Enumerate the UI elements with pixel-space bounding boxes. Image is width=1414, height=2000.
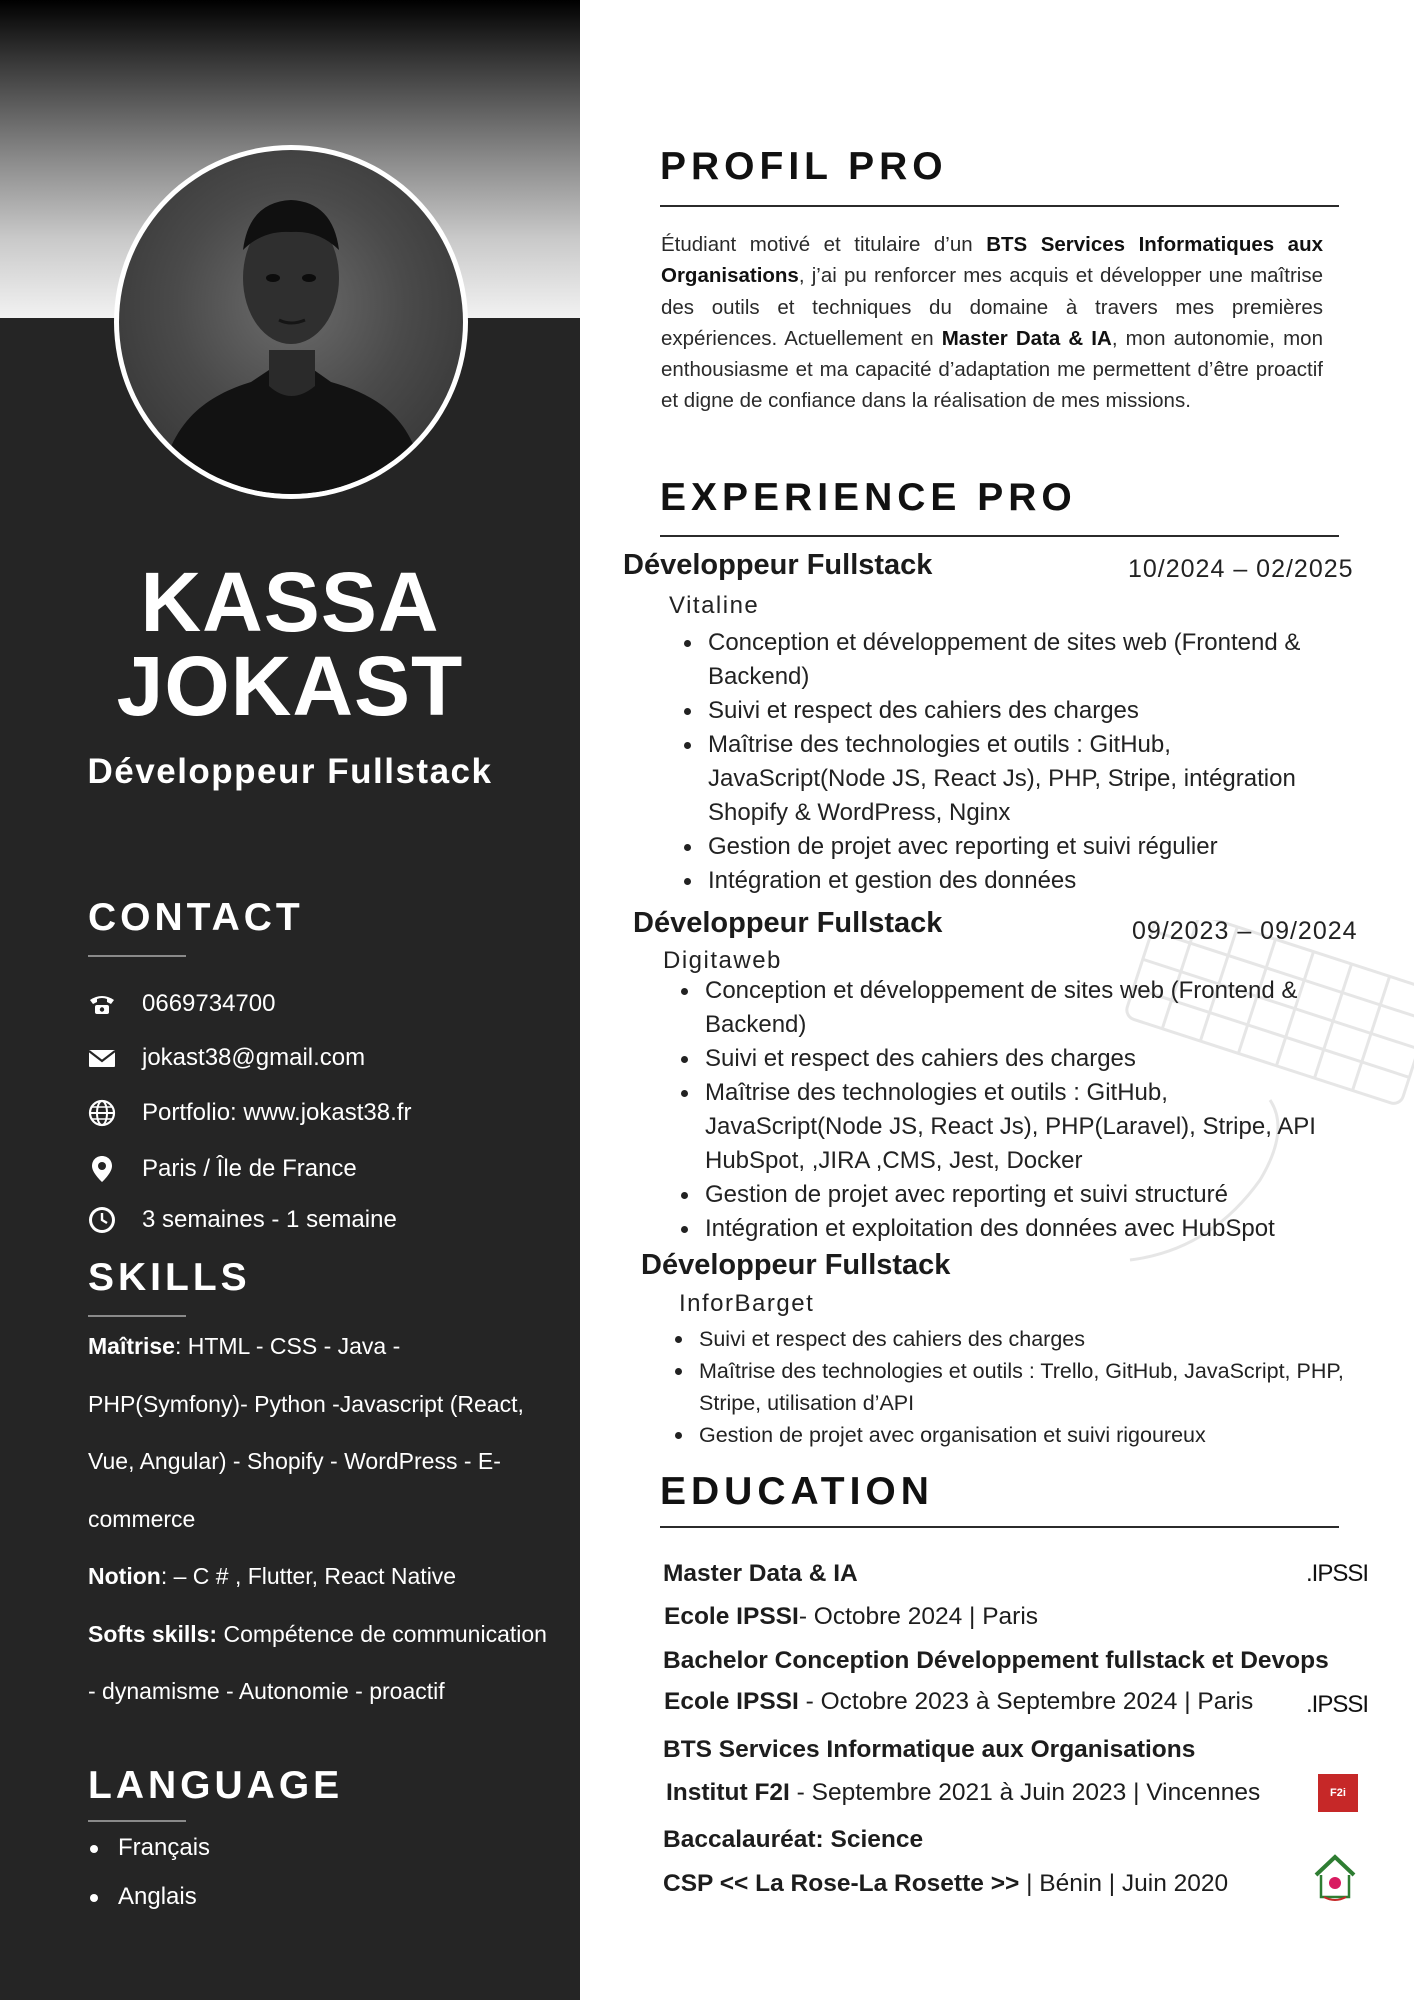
skills-notion-text: : – C # , Flutter, React Native [160,1563,457,1589]
location-text: Paris / Île de France [142,1155,357,1182]
contact-phone[interactable] [86,986,275,1022]
skills-soft-label: Softs skills: [88,1620,218,1647]
list-item: Suivi et respect des cahiers des charges [667,1323,1357,1355]
phone-number: 0669734700 [142,990,276,1017]
clock-icon [86,1204,118,1236]
language-item: Anglais [92,1883,197,1911]
education-degree: Baccalauréat: Science [663,1826,924,1853]
job-title: Développeur Fullstack [623,549,933,581]
language-divider [88,1820,186,1822]
ipssi-logo: .IPSSI [1306,1691,1369,1718]
job-title: Développeur Fullstack [641,1249,951,1281]
skills-mastery-label: Maîtrise [88,1333,175,1359]
language-heading: LANGUAGE [88,1764,344,1807]
sidebar [0,0,580,2000]
profile-summary: Étudiant motivé et titulaire d’un BTS Services Informatiques aux Organisations, j’ai pu renforcer mes acquis et développer une maîtrise des outils et techniques du domaine à travers mes premières expériences. Actuellement en Master Data & IA, mon autonomie, mon enthousiasme et ma capacité d’adaptation me permettent d’être proactif et digne de confiance dans la réalisation de mes missions. [661,233,1323,413]
location-pin-icon [86,1153,118,1185]
education-school: Institut F2I - Septembre 2021 à Juin 2023 | Vincennes [666,1779,1261,1806]
list-item: Conception et développement de sites web (Frontend & Backend) [676,626,1336,694]
skills-notion-label: Notion [88,1563,161,1589]
job-bullets [667,1323,1357,1451]
portfolio-link: Portfolio: www.jokast38.fr [142,1099,412,1126]
contact-heading: CONTACT [88,896,304,939]
experience-heading: EXPERIENCE PRO [660,476,1077,519]
job-dates: 10/2024 – 02/2025 [1128,555,1354,583]
education-school: Ecole IPSSI- Octobre 2024 | Paris [664,1603,1039,1630]
list-item: Suivi et respect des cahiers des charges [676,694,1336,728]
list-item: Maîtrise des technologies et outils : GitHub, JavaScript(Node JS, React Js), PHP, Stripe, intégration Shopify & WordPress, Nginx [676,728,1336,830]
globe-icon [86,1097,118,1129]
experience-divider [660,535,1339,537]
job-dates: 09/2023 – 09/2024 [1132,917,1358,945]
list-item: Maîtrise des technologies et outils : GitHub, JavaScript(Node JS, React Js), PHP(Laravel), Stripe, API HubSpot, ,JIRA ,CMS, Jest, Docker [673,1076,1333,1178]
education-degree: BTS Services Informatique aux Organisations [663,1736,1196,1763]
job-company: Vitaline [669,592,760,619]
skills-text [88,1318,548,1721]
education-degree: Master Data & IA [663,1560,858,1587]
contact-availability [86,1202,397,1238]
language-item: Français [92,1834,210,1862]
skills-soft-text: Compétence de communication - dynamisme - Autonomie - proactif [88,1620,547,1704]
skills-divider [88,1315,186,1317]
list-item: Gestion de projet avec reporting et suivi régulier [676,830,1336,864]
job-company: Digitaweb [663,947,782,974]
list-item: Intégration et gestion des données [676,864,1336,898]
email-address: jokast38@gmail.com [142,1044,366,1071]
job-company: InforBarget [679,1290,815,1317]
last-name: JOKAST [116,639,464,733]
profile-divider [660,205,1339,207]
job-title: Développeur Fullstack [633,907,943,939]
list-item: Gestion de projet avec organisation et suivi rigoureux [667,1419,1357,1451]
job-bullets [673,974,1333,1246]
profile-photo-frame [114,145,468,499]
profile-heading: PROFIL PRO [660,145,948,188]
school-crest-icon [1312,1853,1358,1903]
education-heading: EDUCATION [660,1470,934,1513]
education-school: CSP << La Rose-La Rosette >> | Bénin | Juin 2020 [663,1870,1229,1897]
skills-mastery-text: : HTML - CSS - Java - PHP(Symfony)- Python -Javascript (React, Vue, Angular) - Shopify - WordPress - E-commerce [88,1333,524,1532]
list-item: Intégration et exploitation des données avec HubSpot [673,1212,1333,1246]
contact-portfolio[interactable] [86,1095,411,1131]
phone-icon [86,988,118,1020]
skills-heading: SKILLS [88,1256,251,1299]
list-item: Gestion de projet avec reporting et suivi structuré [673,1178,1333,1212]
education-degree: Bachelor Conception Développement fullstack et Devops [663,1647,1329,1674]
list-item: Suivi et respect des cahiers des charges [673,1042,1333,1076]
education-divider [660,1526,1339,1528]
list-item: Conception et développement de sites web (Frontend & Backend) [673,974,1333,1042]
f2i-logo: F2i [1318,1774,1358,1812]
ipssi-logo: .IPSSI [1306,1560,1369,1587]
contact-divider [88,955,186,957]
contact-email[interactable] [86,1040,365,1076]
job-role: Développeur Fullstack [87,752,493,791]
profile-photo [119,150,463,494]
list-item: Maîtrise des technologies et outils : Trello, GitHub, JavaScript, PHP, Stripe, utilisation d’API [667,1355,1357,1419]
contact-location [86,1151,357,1187]
mail-icon [86,1042,118,1074]
job-bullets [676,626,1336,898]
first-name: KASSA [140,555,440,649]
education-school: Ecole IPSSI - Octobre 2023 à Septembre 2024 | Paris [664,1688,1254,1715]
availability-text: 3 semaines - 1 semaine [142,1206,397,1233]
